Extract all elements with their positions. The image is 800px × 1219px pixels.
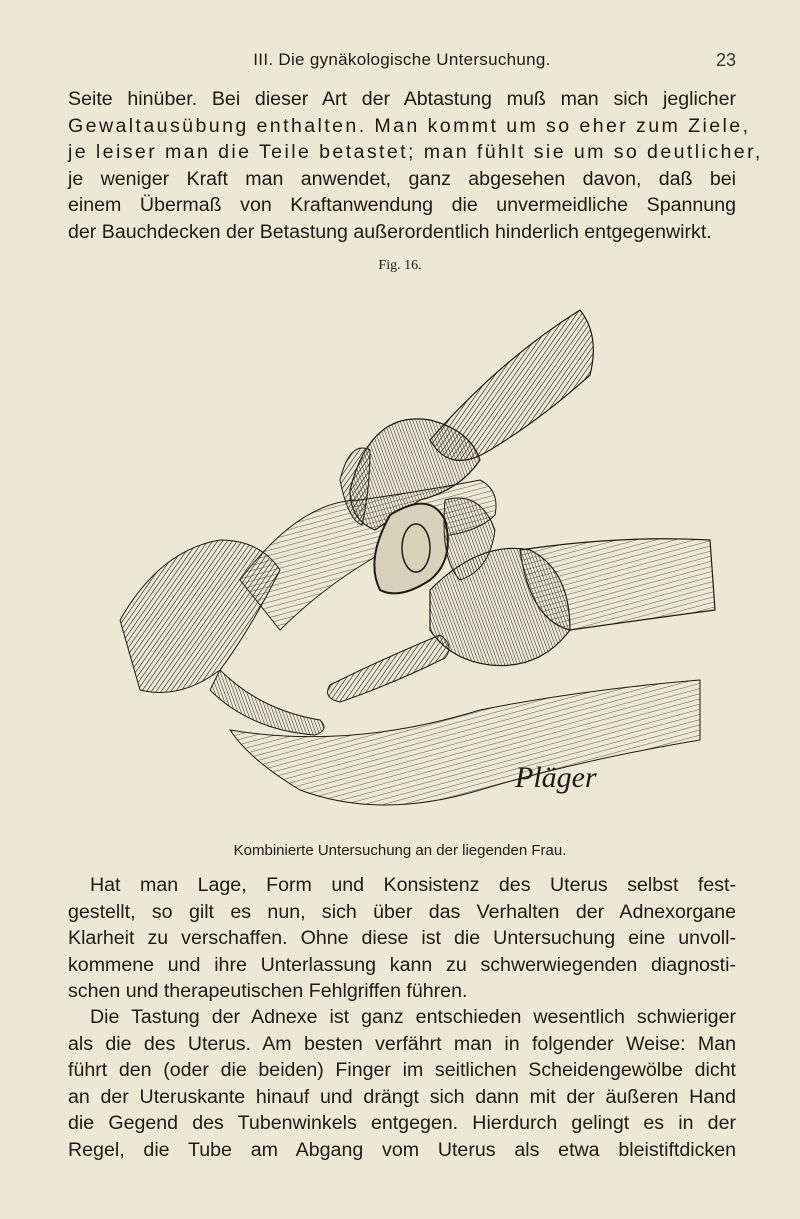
text-line: Seite hinüber. Bei dieser Art der Abtastung muß man sich jeglicher	[68, 88, 736, 110]
examining-fingers	[328, 635, 449, 702]
text-line: kommene und ihre Unterlassung kann zu schwerwiegenden diagnosti-	[68, 953, 736, 976]
text-line: die Gegend des Tubenwinkels entgegen. Hierdurch gelingt es in der	[68, 1112, 736, 1135]
running-title: III. Die gynäkologische Untersuchung.	[253, 50, 551, 69]
text-line: als die des Uterus. Am besten verfährt man in folgender Weise: Man	[68, 1032, 736, 1055]
text-line: Die Tastung der Adnexe ist ganz entschieden wesentlich schwieriger	[90, 1006, 736, 1028]
paragraph-3	[68, 1004, 736, 1164]
paragraph-1	[68, 86, 763, 246]
rectum	[210, 670, 324, 735]
text-line: schen und therapeutischen Fehlgriffen führen.	[68, 980, 468, 1003]
text-line: Gewaltausübung enthalten. Man kommt um so eher zum Ziele,	[68, 114, 751, 137]
figure-caption: Kombinierte Untersuchung an der liegenden Frau.	[233, 842, 567, 859]
text-line: Hat man Lage, Form und Konsistenz des Uterus selbst fest-	[90, 874, 736, 896]
text-line: führt den (oder die beiden) Finger im seitlichen Scheidengewölbe dicht	[68, 1059, 736, 1082]
figure-label: Fig. 16.	[378, 258, 422, 273]
text-line: je weniger Kraft man anwendet, ganz abgesehen davon, daß bei	[68, 167, 736, 190]
text-line: gestellt, so gilt es nun, sich über das Verhalten der Adnexorgane	[68, 900, 736, 923]
page-number: 23	[715, 50, 736, 70]
text-line: der Bauchdecken der Betastung außerordentlich hinderlich entgegenwirkt.	[68, 220, 712, 243]
text-line: Regel, die Tube am Abgang vom Uterus als etwa bleistiftdicken	[68, 1138, 736, 1161]
running-head	[68, 50, 736, 74]
thigh	[230, 680, 700, 805]
paragraph-2	[68, 872, 736, 1005]
text-line: einem Übermaß von Kraftanwendung die unvermeidliche Spannung	[68, 194, 736, 217]
text-line: je leiser man die Teile betastet; man fühlt sie um so deutlicher,	[68, 141, 763, 164]
text-line: an der Uteruskante hinauf und drängt sich dann mit der äußeren Hand	[68, 1085, 736, 1108]
artist-signature: Pläger	[515, 761, 597, 794]
anatomical-illustration	[100, 290, 720, 830]
text-line: Klarheit zu verschaffen. Ohne diese ist die Untersuchung eine unvoll-	[68, 927, 736, 950]
spine	[120, 540, 280, 693]
